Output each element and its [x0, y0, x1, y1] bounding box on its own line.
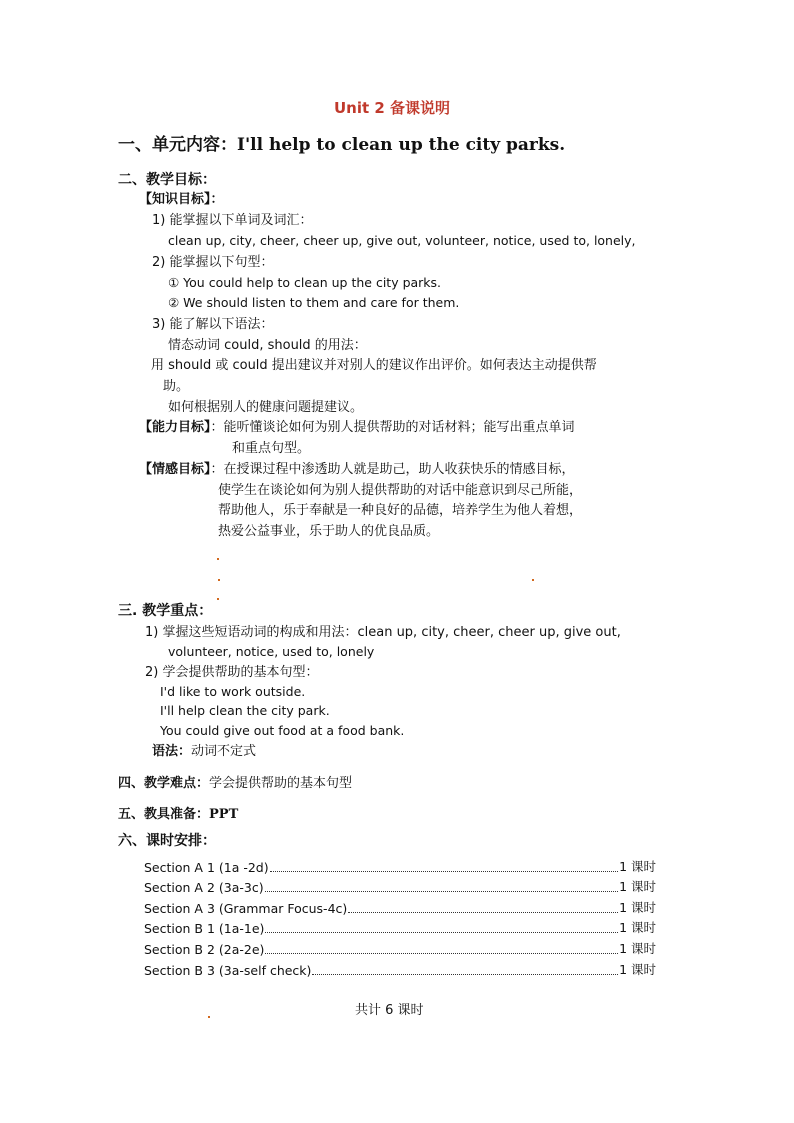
knowledge-item-2-sentence-1: ① You could help to clean up the city parks.: [168, 275, 442, 290]
knowledge-goal-label: 【知识目标】：: [139, 192, 224, 207]
emotion-goal: [139, 463, 575, 476]
schedule-row-name: Section A 1 (1a -2d): [144, 860, 269, 875]
dot-leader: [265, 932, 618, 933]
knowledge-item-3: 3) 能了解以下语法：: [152, 317, 274, 332]
dot-leader: [270, 871, 618, 872]
section-teaching-goals-label: 二、教学目标：: [118, 172, 216, 188]
schedule-row-value: 1 课时: [619, 962, 656, 977]
schedule-row: [144, 859, 656, 875]
section-difficulty: [118, 777, 352, 790]
emotion-goal-line-3: 帮助他人，乐于奉献是一种良好的品德，培养学生为他人着想，: [218, 503, 583, 518]
document-title: Unit 2 备课说明: [334, 99, 451, 117]
schedule-row-name: Section B 1 (1a-1e): [144, 921, 265, 936]
section-unit-content-text: I'll help to clean up the city parks.: [237, 135, 566, 155]
schedule-row: [144, 879, 656, 895]
section-schedule-label: 六、课时安排：: [118, 833, 216, 849]
key-grammar-label: 语法：: [152, 744, 192, 759]
ability-goal: [139, 421, 575, 434]
knowledge-item-1-words: clean up, city, cheer, cheer up, give out, volunteer, notice, used to, lonely,: [168, 233, 636, 248]
key-sentence-1: I'd like to work outside.: [160, 684, 306, 699]
emotion-goal-line-4: 热爱公益事业，乐于助人的优良品质。: [218, 524, 440, 539]
stray-mark: [217, 598, 219, 600]
key-point-item-2: 2) 学会提供帮助的基本句型：: [145, 665, 319, 680]
key-grammar: [152, 745, 256, 758]
emotion-goal-line-1: ：在授课过程中渗透助人就是助己，助人收获快乐的情感目标，: [210, 462, 575, 477]
key-sentence-3: You could give out food at a food bank.: [160, 723, 405, 738]
stray-mark: [532, 579, 534, 581]
section-unit-content-label: 一、单元内容：: [118, 135, 237, 155]
knowledge-item-3-line-3: 助。: [163, 379, 190, 394]
schedule-row-value: 1 课时: [619, 900, 656, 915]
schedule-total: 共计 6 课时: [355, 1003, 424, 1018]
schedule-row: [144, 900, 656, 916]
ability-goal-label: 【能力目标】: [139, 420, 211, 435]
stray-mark: [218, 579, 220, 581]
schedule-row-name: Section B 2 (2a-2e): [144, 942, 265, 957]
section-materials: [118, 808, 238, 821]
dot-leader: [265, 891, 618, 892]
section-unit-content: [118, 137, 565, 154]
knowledge-item-3-line-1: 情态动词 could, should 的用法：: [168, 338, 367, 353]
ability-goal-line-2: 和重点句型。: [232, 441, 311, 456]
schedule-row-name: Section A 2 (3a-3c): [144, 880, 264, 895]
section-key-points-label: 三. 教学重点：: [118, 603, 213, 619]
section-difficulty-text: 学会提供帮助的基本句型: [209, 776, 353, 791]
knowledge-item-2: 2) 能掌握以下句型：: [152, 255, 274, 270]
section-materials-text: PPT: [209, 807, 239, 822]
ability-goal-line-1: ：能听懂谈论如何为别人提供帮助的对话材料；能写出重点单词: [210, 420, 575, 435]
schedule-row-name: Section B 3 (3a-self check): [144, 963, 312, 978]
section-difficulty-label: 四、教学难点：: [118, 776, 210, 791]
schedule-row-value: 1 课时: [619, 859, 656, 874]
schedule-row: [144, 920, 656, 936]
schedule-row: [144, 941, 656, 957]
emotion-goal-line-2: 使学生在谈论如何为别人提供帮助的对话中能意识到尽己所能，: [218, 483, 583, 498]
dot-leader: [348, 912, 618, 913]
schedule-row: [144, 962, 656, 978]
knowledge-item-3-line-2: 用 should 或 could 提出建议并对别人的建议作出评价。如何表达主动提供帮: [151, 358, 597, 373]
key-grammar-value: 动词不定式: [191, 744, 257, 759]
dot-leader: [312, 974, 618, 975]
knowledge-item-1: 1) 能掌握以下单词及词汇：: [152, 213, 313, 228]
schedule-row-value: 1 课时: [619, 941, 656, 956]
knowledge-item-3-line-4: 如何根据别人的健康问题提建议。: [168, 400, 364, 415]
section-materials-label: 五、教具准备：: [118, 807, 210, 822]
key-sentence-2: I'll help clean the city park.: [160, 703, 330, 718]
stray-mark: [208, 1016, 210, 1018]
stray-mark: [217, 558, 219, 560]
schedule-row-value: 1 课时: [619, 879, 656, 894]
dot-leader: [265, 953, 618, 954]
knowledge-item-2-sentence-2: ② We should listen to them and care for them.: [168, 295, 460, 310]
key-point-item-1-line-1: 1) 掌握这些短语动词的构成和用法：clean up, city, cheer, cheer up, give out,: [145, 625, 621, 640]
key-point-item-1-line-2: volunteer, notice, used to, lonely: [168, 644, 375, 659]
emotion-goal-label: 【情感目标】: [139, 462, 211, 477]
schedule-row-value: 1 课时: [619, 920, 656, 935]
schedule-row-name: Section A 3 (Grammar Focus-4c): [144, 901, 348, 916]
